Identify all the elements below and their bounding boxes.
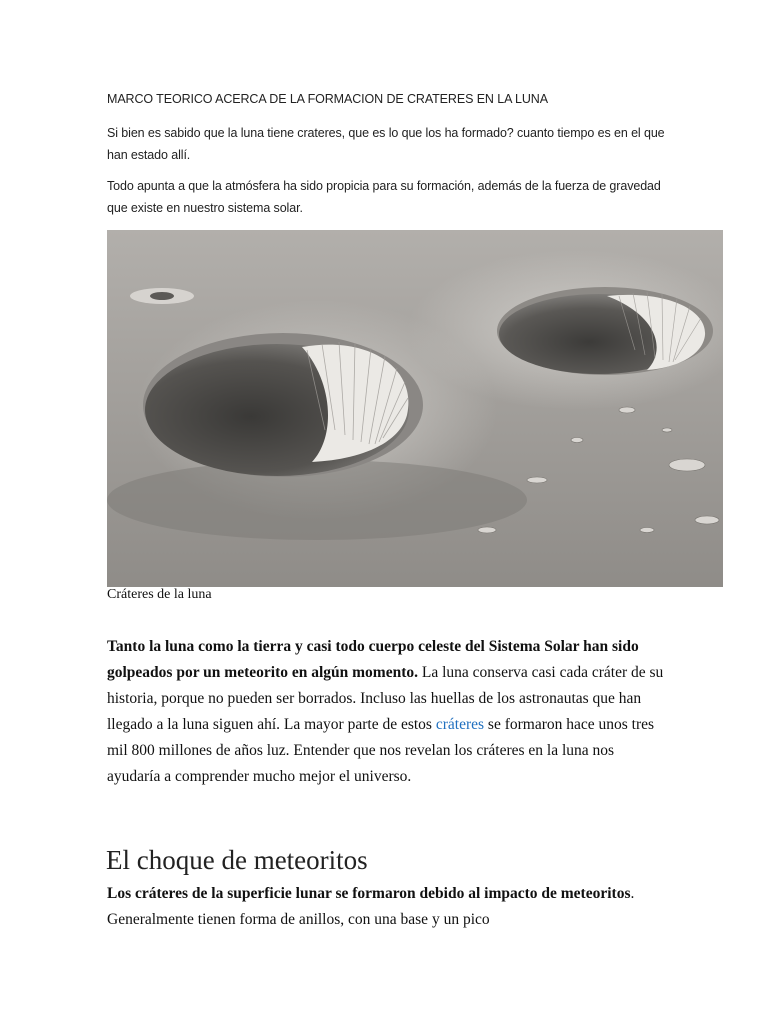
impact-paragraph (107, 634, 667, 790)
crateres-link[interactable]: cráteres (435, 716, 485, 733)
crater-drawing-image (107, 230, 723, 587)
atmosphere-paragraph: Todo apunta a que la atmósfera ha sido propicia para su formación, además de la fuerza de gravedad que existe en nuestro sistema solar. (107, 179, 661, 215)
impact-paragraph-text-a: La luna conserva casi cada cráter de su historia, porque no pueden ser borrados. Incluso las huellas de los astronautas que han llegado a la luna siguen ahí. La mayor parte de estos (107, 664, 664, 733)
impact-paragraph-bold: Tanto la luna como la tierra y casi todo cuerpo celeste del Sistema Solar han sido golpeados por un meteorito en algún momento. (107, 638, 639, 681)
intro-paragraph: Si bien es sabido que la luna tiene crateres, que es lo que los ha formado? cuanto tiempo es en el que han estado allí. (107, 126, 665, 162)
meteorite-paragraph-bold: Los cráteres de la superficie lunar se formaron debido al impacto de meteoritos (107, 885, 631, 902)
meteorite-paragraph-text: . Generalmente tienen forma de anillos, con una base y un pico (107, 885, 635, 928)
image-caption: Cráteres de la luna (107, 587, 212, 602)
impact-paragraph-text-b: se formaron hace unos tres mil 800 millones de años luz. Entender que nos revelan los cráteres en la luna nos ayudaría a comprender mucho mejor el universo. (107, 716, 655, 785)
document-title: MARCO TEORICO ACERCA DE LA FORMACION DE CRATERES EN LA LUNA (107, 92, 548, 106)
meteorite-paragraph (107, 881, 667, 933)
section-heading: El choque de meteoritos (106, 845, 368, 875)
